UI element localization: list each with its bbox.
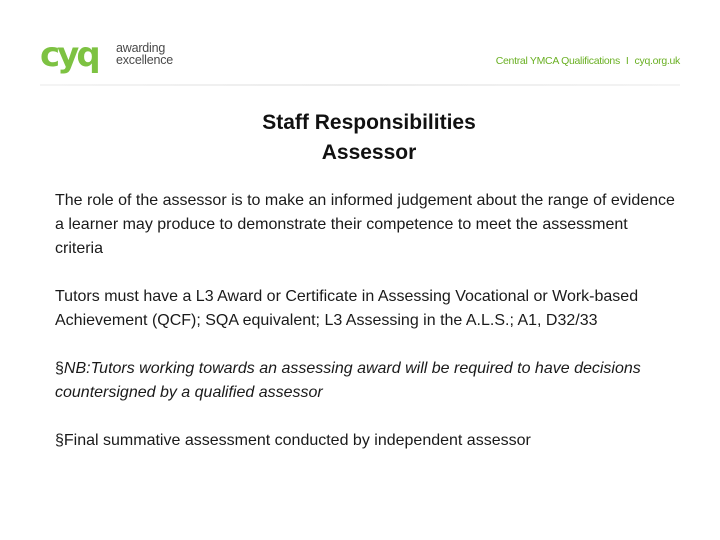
- org-name: Central YMCA Qualifications: [495, 55, 620, 67]
- title-line-2: Assessor: [321, 141, 417, 164]
- website-link[interactable]: cyq.org.uk: [634, 55, 680, 67]
- header-divider: [40, 84, 680, 86]
- bullet-marker: §: [55, 432, 64, 449]
- bullet-marker: §: [55, 360, 64, 377]
- slide-title: [0, 108, 720, 168]
- bullet-final-assessment: [55, 429, 675, 453]
- org-credit: [496, 55, 680, 67]
- logo-tagline: [116, 42, 173, 66]
- logo-text: cyq: [40, 36, 98, 75]
- bullet-note: [55, 357, 675, 405]
- bullet-final-text: Final summative assessment conducted by independent assessor: [63, 432, 531, 449]
- bullet-note-text: NB:Tutors working towards an assessing award will be required to have decisions countersigned by a qualified assessor: [55, 360, 641, 401]
- title-line-1: Staff Responsibilities: [262, 111, 476, 134]
- paragraph-requirements: Tutors must have a L3 Award or Certificate in Assessing Vocational or Work-based Achievement (QCF); SQA equivalent; L3 Assessing in the A.L.S.; A1, D32/33: [55, 288, 639, 329]
- tagline-line-1: awarding: [116, 41, 166, 55]
- org-separator: I: [625, 55, 629, 67]
- slide-body: [55, 189, 675, 453]
- cyq-logo-mark: [40, 36, 112, 76]
- header: [0, 0, 720, 90]
- tagline-line-2: excellence: [116, 53, 174, 67]
- paragraph-role: The role of the assessor is to make an informed judgement about the range of evidence a learner may produce to demonstrate their competence to meet the assessment criteria: [55, 192, 675, 257]
